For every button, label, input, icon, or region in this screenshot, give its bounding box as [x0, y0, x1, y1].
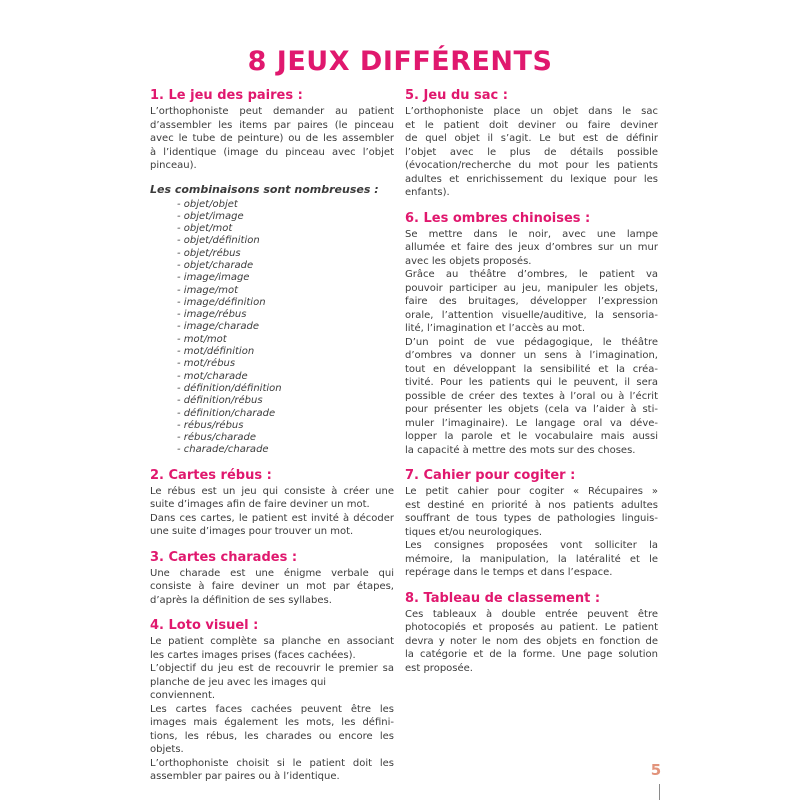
subheading: Les combinaisons sont nombreuses : [150, 182, 379, 196]
paragraph [150, 512, 394, 539]
list-item: - charade/charade [177, 444, 269, 456]
text-line: assembler par paires ou à l’identique. [150, 771, 340, 783]
paragraph [150, 757, 394, 784]
text-line: Le patient complète sa planche en associant [150, 636, 394, 648]
text-line: Le petit cahier pour cogiter « Récupaires » [405, 486, 658, 497]
text-line: lité, l’imagination et l’accès au mot. [405, 323, 585, 334]
text-line: muler l’imaginaire). Le langage oral va déve- [405, 417, 658, 429]
paragraph [150, 662, 394, 703]
section-heading: 7. Cahier pour cogiter : [405, 468, 576, 483]
paragraph [405, 539, 658, 580]
list-item: - objet/rébus [177, 247, 241, 259]
list-item: - définition/charade [177, 407, 276, 419]
list-item: - mot/mot [177, 333, 227, 345]
text-line: est proposée. [405, 662, 473, 674]
section-heading: 3. Cartes charades : [150, 549, 298, 565]
text-line: est destiné en priorité à nos patients adultes [405, 499, 658, 511]
column-right [405, 88, 658, 795]
text-line: photocopiés et proposés au patient. Le patient [405, 622, 658, 633]
text-line: planche de jeu avec les images qui conviennent. [150, 676, 327, 702]
list-item: - image/rébus [177, 309, 247, 321]
text-line: consiste à faire deviner un mot par étapes, [150, 581, 394, 593]
text-line: d’après la définition de ses syllabes. [150, 594, 332, 606]
paragraph [150, 703, 394, 757]
section [405, 468, 658, 580]
section-heading: 2. Cartes rébus : [150, 467, 272, 483]
list-item: - image/charade [177, 321, 260, 333]
text-line: L’objectif du jeu est de recouvrir le premier sa [150, 663, 394, 675]
page-number: 5 [650, 761, 662, 779]
paragraph [405, 336, 658, 458]
list-item: - image/mot [177, 284, 239, 296]
section [405, 591, 658, 676]
text-line: et le patient doit deviner ou faire deviner [405, 119, 658, 131]
text-line: Le rébus est un jeu qui consiste à créer une [150, 485, 394, 497]
list-item: - mot/rébus [177, 358, 236, 370]
text-line: la catégorie et de la forme. Une page solution [405, 649, 658, 660]
list-item: - image/image [177, 272, 250, 284]
text-line: Grâce au théâtre d’ombres, le patient va [405, 269, 658, 280]
list-item: - mot/charade [177, 370, 248, 382]
list-item: - rébus/charade [177, 432, 257, 444]
list-item: - objet/définition [177, 235, 260, 247]
page-title: 8 JEUX DIFFÉRENTS [247, 46, 553, 77]
text-line: allumée et faire des jeux d’ombres sur un mur [405, 242, 658, 253]
list-item: - objet/charade [177, 259, 254, 271]
text-line: tions, les rébus, les charades ou encore les [150, 730, 394, 742]
text-line: la capacité à mettre des mots sur des choses. [405, 444, 636, 456]
text-line: L’orthophoniste place un objet dans le sac [405, 106, 658, 117]
text-line: (évocation/recherche du mot pour les patients [405, 160, 658, 171]
paragraph [150, 567, 394, 608]
section-heading: 5. Jeu du sac : [405, 88, 508, 103]
text-line: tout en développant la sensibilité et la créa- [405, 363, 658, 375]
text-line: pour présenter les objets (cela va l’aider à sti- [405, 404, 658, 415]
list-item: - rébus/rébus [177, 419, 244, 431]
text-line: une suite d’images pour trouver un mot. [150, 526, 354, 538]
section [150, 618, 394, 784]
text-line: souffrant de tous types de pathologies linguis- [405, 513, 658, 524]
text-line: Les cartes faces cachées peuvent être les [150, 703, 394, 715]
combination-list [150, 199, 394, 457]
text-line: à l’identique (image du pinceau avec l’objet [150, 146, 394, 158]
text-line: l’objet avec le plus de détails possible [405, 146, 658, 158]
list-item: - image/définition [177, 296, 266, 308]
list-item: - objet/objet [177, 198, 238, 210]
text-line: suite d’images afin de faire deviner un mot. [150, 499, 370, 511]
text-line: repérage dans le temps et dans l’espace. [405, 567, 613, 578]
section [150, 88, 394, 457]
paragraph [150, 485, 394, 512]
text-line: Ces tableaux à double entrée peuvent être [405, 608, 658, 620]
text-line: enfants). [405, 187, 450, 198]
text-line: Dans ces cartes, le patient est invité à décoder [150, 512, 394, 524]
text-line: Les consignes proposées vont solliciter la [405, 540, 658, 551]
text-line: tivité. Pour les patients qui le peuvent, il sera [405, 377, 658, 388]
text-line: de quel objet il s’agit. Le but est de définir [405, 133, 658, 144]
text-line: faire des bruitages, développer l’expression [405, 296, 658, 307]
text-line: objets. [150, 744, 184, 756]
text-line: L’orthophoniste peut demander au patient [150, 106, 394, 117]
text-line: avec le tube de peinture) ou de les assembler [150, 133, 394, 144]
text-line: images mais également les mots, les défini- [150, 717, 394, 729]
text-line: tiques et/ou neurologiques. [405, 526, 543, 538]
section-heading: 4. Loto visuel : [150, 618, 259, 634]
text-line: L’orthophoniste choisit si le patient doit les [150, 757, 394, 769]
text-line: adultes et enrichissement du lexique pour les [405, 173, 658, 185]
two-column-layout [150, 88, 658, 795]
text-line: pouvoir participer au jeu, manipuler les objets, [405, 282, 658, 294]
text-line: d’assembler les items par paires (le pinceau [150, 119, 394, 131]
text-line: pinceau). [150, 160, 197, 171]
text-line: possible de créer des textes à l’oral ou à l’écrit [405, 390, 658, 402]
paragraph [150, 635, 394, 662]
list-item: - objet/mot [177, 223, 233, 235]
section-heading: 6. Les ombres chinoises : [405, 210, 591, 226]
text-line: lopper la parole et le vocabulaire mais aussi [405, 431, 658, 442]
text-line: Se mettre dans le noir, avec une lampe [405, 228, 658, 240]
section [150, 468, 394, 539]
paragraph [405, 485, 658, 539]
paragraph [150, 105, 394, 173]
text-line: mémoire, la manipulation, la latéralité et le [405, 553, 658, 565]
paragraph [405, 228, 658, 269]
section [405, 88, 658, 200]
list-item: - objet/image [177, 210, 244, 222]
list-item: - mot/définition [177, 346, 255, 358]
section [405, 211, 658, 458]
list-item: - définition/rébus [177, 395, 263, 407]
section-heading: 8. Tableau de classement : [405, 590, 601, 606]
text-line: d’ombres va donner un sens à l’imagination, [405, 350, 658, 361]
text-line: D’un point de vue pédagogique, le théâtre [405, 336, 658, 348]
text-line: les cartes images prises (faces cachées). [150, 649, 356, 661]
footer-rule [659, 784, 660, 800]
section [150, 550, 394, 608]
paragraph [405, 268, 658, 336]
column-left [150, 88, 394, 795]
text-line: devra y noter le nom des objets en fonction de [405, 635, 658, 647]
text-line: avec les objets proposés. [405, 255, 532, 267]
text-line: Une charade est une énigme verbale qui [150, 567, 394, 579]
section-heading: 1. Le jeu des paires : [150, 88, 303, 103]
list-item: - définition/définition [177, 382, 282, 394]
text-line: orale, l’attention visuelle/auditive, la sensoria- [405, 309, 658, 321]
paragraph [405, 608, 658, 676]
paragraph [405, 105, 658, 200]
